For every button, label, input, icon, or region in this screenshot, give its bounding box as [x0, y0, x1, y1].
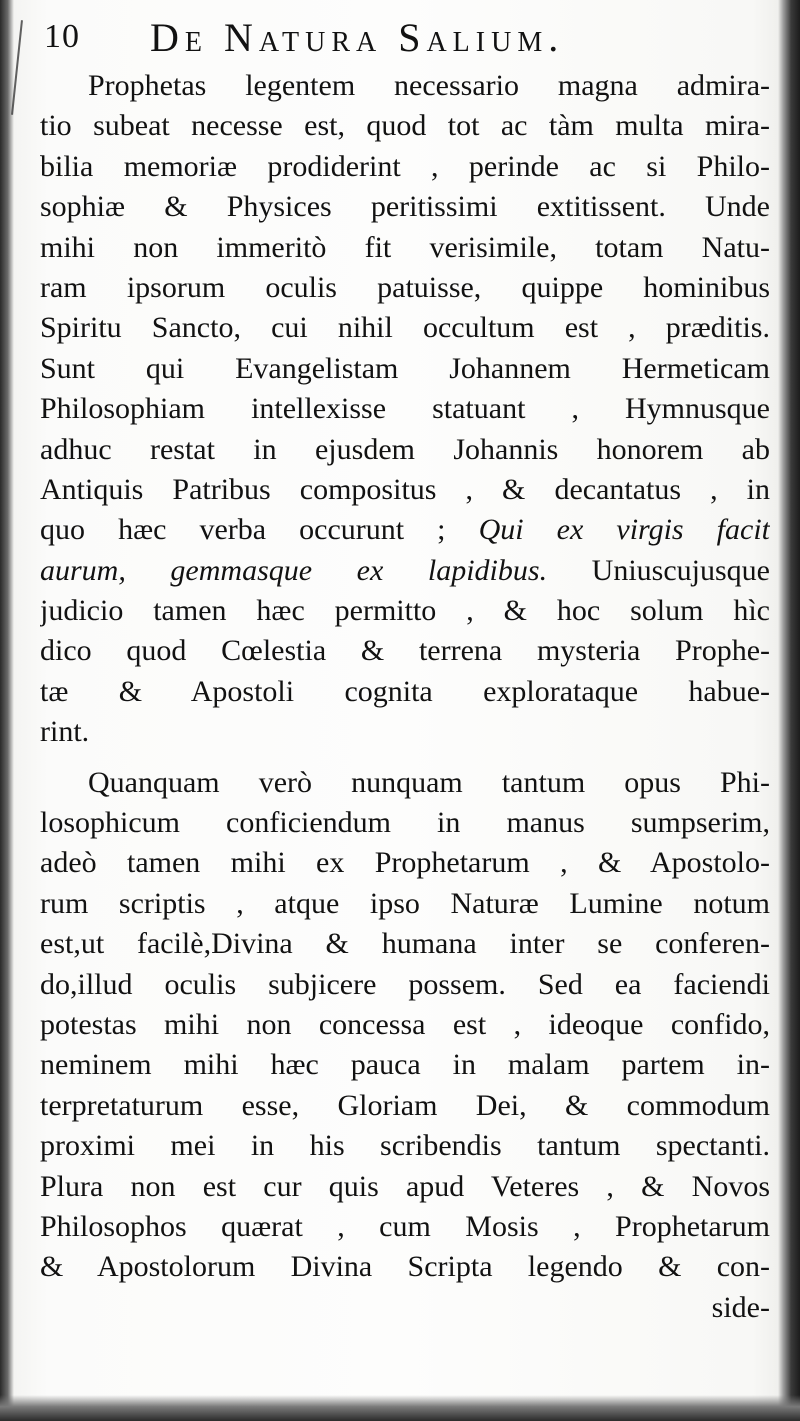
text-line: adeò tamen mihi ex Prophetarum , & Apostolo-	[40, 846, 770, 880]
text-line-with-quote	[40, 510, 770, 550]
right-margin-shadow	[778, 0, 800, 1421]
text-line: Plura non est cur quis apud Veteres , & Novos	[40, 1169, 770, 1203]
text-line: Philosophiam intellexisse statuant , Hymnusque	[40, 392, 770, 426]
text-line-with-quote	[40, 551, 770, 591]
page-header	[44, 14, 764, 60]
text-line: Antiquis Patribus compositus , & decantatus , in	[40, 472, 770, 506]
line-text: quo hæc verba occurunt ;	[40, 513, 446, 547]
text-line: tæ & Apostoli cognita explorataque habue-	[40, 674, 770, 708]
text-line: Quanquam verò nunquam tantum opus Phi-	[88, 765, 770, 799]
body-text	[40, 66, 770, 1328]
text-line: mihi non immeritò fit verisimile, totam Natu-	[40, 230, 770, 264]
text-line: terpretaturum esse, Gloriam Dei, & commodum	[40, 1088, 770, 1122]
italic-quote: Qui ex virgis facit	[478, 513, 770, 547]
text-line: losophicum conficiendum in manus sumpserim,	[40, 806, 770, 840]
running-title: De Natura Salium.	[150, 15, 565, 60]
text-line: sophiæ & Physices peritissimi extitissent. Unde	[40, 190, 770, 224]
text-line: neminem mihi hæc pauca in malam partem in-	[40, 1048, 770, 1082]
text-line: do,illud oculis subjicere possem. Sed ea faciendi	[40, 967, 770, 1001]
text-line: tio subeat necesse est, quod tot ac tàm multa mira-	[40, 109, 770, 143]
catchword: side-	[711, 1290, 770, 1324]
text-line: bilia memoriæ prodiderint , perinde ac si Philo-	[40, 149, 770, 183]
text-line: Prophetas legentem necessario magna admira-	[88, 69, 770, 102]
text-line: est,ut facilè,Divina & humana inter se conferen-	[40, 927, 770, 961]
line-text: Uniuscujusque	[591, 553, 770, 587]
text-line: Spiritu Sancto, cui nihil occultum est , præditis.	[40, 311, 770, 345]
text-line: proximi mei in his scribendis tantum spectanti.	[40, 1129, 770, 1163]
text-line: rint.	[40, 715, 90, 749]
text-line: ram ipsorum oculis patuisse, quippe hominibus	[40, 270, 770, 304]
bottom-margin-shadow	[0, 1395, 800, 1421]
text-line: Philosophos quærat , cum Mosis , Prophetarum	[40, 1209, 770, 1243]
left-margin-shadow	[0, 0, 14, 1421]
page-number: 10	[44, 18, 80, 55]
text-line: dico quod Cœlestia & terrena mysteria Prophe-	[40, 634, 770, 668]
text-line: Sunt qui Evangelistam Johannem Hermeticam	[40, 351, 770, 385]
italic-quote: aurum, gemmasque ex lapidibus.	[40, 553, 548, 587]
text-line: rum scriptis , atque ipso Naturæ Lumine notum	[40, 886, 770, 920]
text-line: potestas mihi non concessa est , ideoque confido,	[40, 1007, 770, 1041]
text-line: & Apostolorum Divina Scripta legendo & con-	[40, 1250, 770, 1284]
text-line: judicio tamen hæc permitto , & hoc solum hìc	[40, 594, 770, 628]
text-line: adhuc restat in ejusdem Johannis honorem ab	[40, 432, 770, 466]
